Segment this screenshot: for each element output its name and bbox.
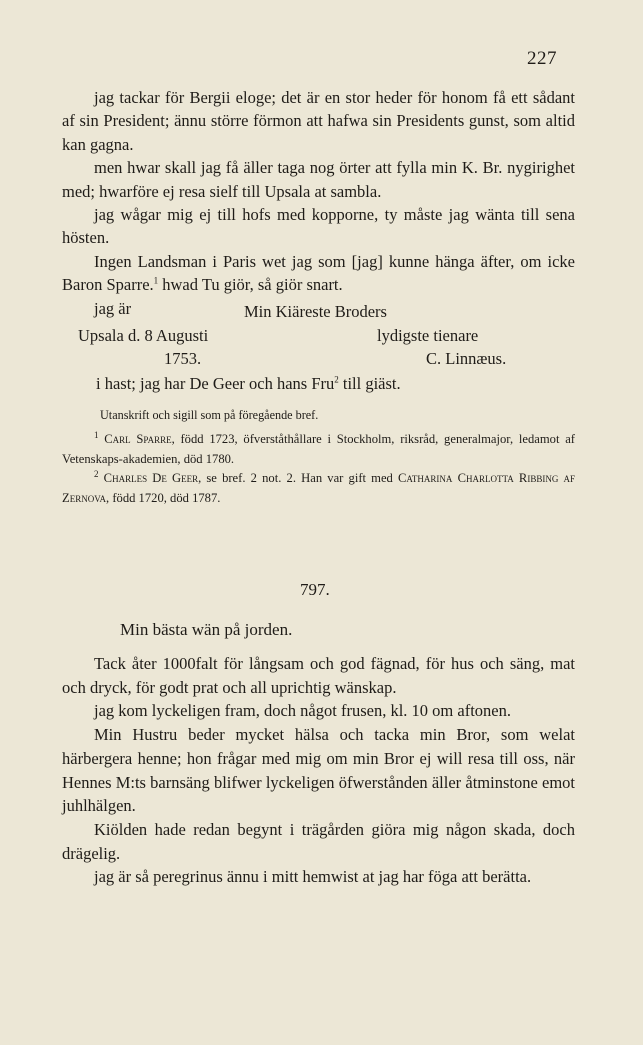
year: 1753. (164, 349, 202, 368)
footnote-text: , född 1720, död 1787. (106, 490, 221, 505)
page-number: 227 (527, 48, 557, 69)
footnotes (62, 430, 575, 508)
closing-line: jag är (94, 298, 132, 318)
manuscript-note: Utanskrift och sigill som på föregående bref. (100, 408, 319, 422)
footnote-ref: 2 (334, 374, 339, 385)
salutation: Min bästa wän på jorden. (120, 620, 293, 639)
place-date: Upsala d. 8 Augusti (78, 326, 209, 345)
footnote-ref: 1 (153, 275, 159, 286)
paragraph: Kiölden hade redan begynt i trägården giöra mig någon skada, doch drägelig. (62, 819, 575, 863)
postscript-text: till giäst. (338, 374, 401, 393)
paragraph: jag tackar för Bergii eloge; det är en stor heder för honom få ett sådant af sin President; ännu större förmon att hafwa sin Presidents gunst, som altid kan gagna. (62, 88, 575, 154)
footnote (62, 430, 575, 469)
paragraph: jag wågar mig ej till hofs med kopporne, ty måste jag wänta till sena hösten. (62, 205, 575, 248)
paragraph: jag kom lyckeligen fram, doch något frusen, kl. 10 om aftonen. (94, 701, 511, 721)
footnote-mark: 2 (94, 468, 99, 479)
paragraph: men hwar skall jag få äller taga nog örter att fylla min K. Br. nygirighet med; hwarföre ej resa sielf till Upsala at sambla. (62, 158, 575, 201)
salutation-close: Min Kiäreste Broders (244, 302, 387, 321)
letter-number: 797. (300, 580, 330, 599)
postscript (96, 374, 401, 394)
paragraph-text: hwad Tu giör, så giör snart. (158, 275, 343, 295)
signature: C. Linnæus. (426, 349, 507, 368)
paragraph: Tack åter 1000falt för långsam och god fägnad, för hus och säng, mat och dryck, för godt prat och all uprichtig wänskap. (62, 654, 575, 697)
footnote (62, 469, 575, 508)
servant-line: lydigste tienare (377, 326, 479, 345)
footnote-text: , se bref. 2 not. 2. Han var gift med (198, 471, 399, 485)
paragraph (62, 250, 575, 297)
footnote-name: Carl Sparre (104, 432, 172, 446)
footnote-name: Charles De Geer (103, 471, 199, 485)
letter-body (62, 652, 575, 889)
footnote-name: Catharina Charlotta Ribbing af Zernova (62, 471, 576, 505)
postscript-text: i hast; jag har De Geer och hans Fru (96, 374, 335, 393)
footnote-text: , född 1723, öfverståthållare i Stockholm, riksråd, generalmajor, ledamot af Vetenskaps-akademien, död 1780. (62, 432, 575, 466)
footnote-mark: 1 (94, 429, 99, 440)
paragraph: Min Hustru beder mycket hälsa och tacka min Bror, som welat härbergera henne; hon frågar med mig om min Bror ej will resa till oss, när Hennes M:ts barnsäng blifwer lyckeligen öfwerstånden äller åtminstone emot juhlhälgen. (62, 725, 575, 816)
paragraph-text: Ingen Landsman i Paris wet jag som [jag] kunne hänga äfter, om icke Baron Sparre. (62, 251, 575, 295)
letter-body (62, 86, 575, 320)
paragraph: jag är så peregrinus ännu i mitt hemwist at jag har föga att berätta. (94, 867, 532, 887)
